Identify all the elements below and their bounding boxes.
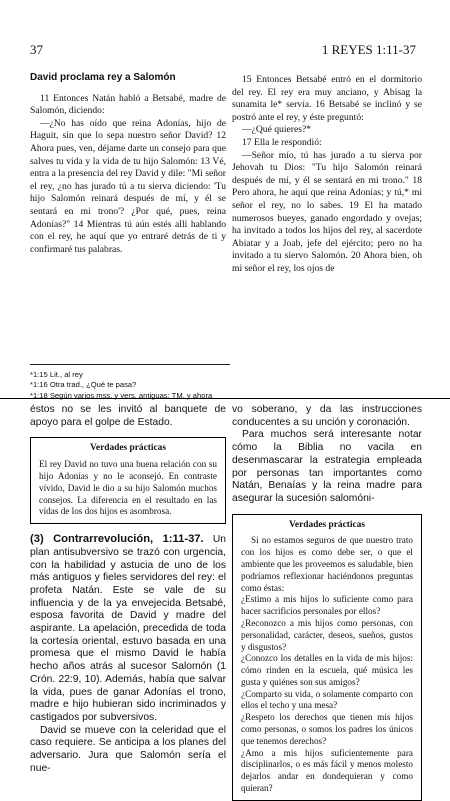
section-heading: David proclama rey a Salomón <box>30 72 176 83</box>
footnote: *1:18 Según varios mss. y vers. antiguas; TM, y ahora <box>30 390 213 400</box>
bible-left-column <box>30 72 226 256</box>
practical-truths-box <box>30 437 226 524</box>
bible-paragraph: 11 Entonces Natán habló a Betsabé, madre de Salomón, diciendo: <box>30 92 226 117</box>
box-question: ¿Conozco los detalles en la vida de mis hijos: cómo rinden en la escuela, qué música les gusta y quiénes son sus amigos? <box>241 653 413 687</box>
commentary-paragraph: David se mueve con la celeridad que el caso requiere. Se anticipa a los planes del adversario. Jura que Salomón sería el nue- <box>30 724 226 774</box>
bible-paragraph: 17 Ella le respondió: <box>242 136 322 148</box>
bible-paragraph: —Señor mío, tú has jurado a tu sierva por Jehovah tu Dios: "Tu hijo Salomón reinará después de mí, y él se sentará en mi trono." 18 Pero ahora, he aquí que reina Adonías; y tú,* mi señor el rey, no lo sabes. 19 El ha matado numerosos bueyes, ganado engordado y ovejas; ha invitado a todos los hijos del rey, al sacerdote Abiatar y a Joab, jefe del ejército; pero no ha invitado a tu siervo Salomón. 20 Ahora bien, oh mi señor el rey, los ojos de <box>232 149 422 274</box>
footnote: *1:16 Otra trad., ¿Qué te pasa? <box>30 380 137 390</box>
commentary-paragraph: Un plan antisubversivo se trazó con urgencia, con la habilidad y astucia de uno de los más antiguos y fieles servidores del rey: el profeta Natán. Este se vale de su influencia y de la ya envejecida Betsabé, esposa favorita de David y madre del aspirante. La apelación, precedida de toda la cortesía oriental, estuvo basada en una promesa que el mismo David le había hecho años atrás al sucesor Salomón (1 Crón. 22:9, 10). Además, había que salvar la vida, pues de ganar Adonías el trono, madre e hijo hubieran sido incriminados y castigados por subversivos. <box>30 534 226 723</box>
commentary-left-column <box>30 404 226 775</box>
running-head: 1 REYES 1:11-37 <box>321 42 416 57</box>
footnote: *1:15 Lit., al rey <box>30 370 83 379</box>
box-intro: Si no estamos seguros de que nuestro trato con los hijos es como debe ser, o que el ambiente que les proveemos es saludable, bien podríamos reflexionar haciéndonos preguntas como éstas: <box>241 535 413 593</box>
bible-paragraph: —¿No has oído que reina Adonías, hijo de Haguit, sin que lo sepa nuestro señor David? 12 Ahora pues, ven, déjame darte un consejo para que salves tu vida y la vida de tu hijo Salomón: 13 Vé, entra a la presencia del rey David y dile: "Mi señor el rey, ¿no has jurado tú a tu sierva diciendo: 'Tu hijo Salomón reinará después de mí, y él se sentará en mi trono'? ¿Por qué, pues, reina Adonías?" 14 Mientras tú aún estés allí hablando con el rey, he aquí que yo entraré detrás de ti y confirmaré tus palabras. <box>30 117 226 255</box>
box-question: ¿Reconozco a mis hijos como personas, con personalidad, carácter, deseos, sueños, gustos y disgustos? <box>241 617 413 652</box>
box-question: ¿Comparto su vida, o solamente comparto con ellos el techo y una mesa? <box>241 688 413 711</box>
commentary-paragraph: vo soberano, y da las instrucciones conducentes a su unción y coronación. <box>232 404 422 428</box>
practical-truths-box <box>232 514 422 801</box>
box-question: ¿Respeto los derechos que tienen mis hijos como personas, o somos los padres los únicos que tenemos derechos? <box>241 712 413 746</box>
box-title: Verdades prácticas <box>90 443 166 454</box>
commentary-paragraph: Para muchos será interesante notar cómo la Biblia no vacila en desenmascarar la estrategia empleada por personas tan importantes como Natán, Benaías y la reina madre para asegurar la sucesión salomóni- <box>232 429 422 504</box>
page-number: 37 <box>30 42 43 57</box>
box-question: ¿Amo a mis hijos suficientemente para disciplinarlos, o es más fácil y menos molesto dejarlos andar en dondequieran y como quieran? <box>241 747 413 794</box>
box-text: El rey David no tuvo una buena relación con su hijo Adonías y no le aconsejó. En contraste vívido, David le dio a su hijo Salomón muchos consejos. La diferencia en el resultado en las vidas de los dos hijos es asombrosa. <box>39 459 217 517</box>
commentary-right-column <box>232 404 422 801</box>
box-text <box>241 535 413 795</box>
bible-right-column <box>232 74 422 276</box>
page-divider <box>0 398 450 399</box>
commentary-subheading: (3) Contrarrevolución, 1:11-37. <box>30 533 204 546</box>
footnotes <box>30 370 212 401</box>
box-title: Verdades prácticas <box>289 519 365 530</box>
box-question: ¿Estimo a mis hijos lo suficiente como para hacer sacrificios personales por ellos? <box>241 594 413 617</box>
bible-paragraph: —¿Qué quieres?* <box>242 124 311 136</box>
commentary-paragraph: éstos no se les invitó al banquete de apoyo para el golpe de Estado. <box>30 404 226 428</box>
bible-paragraph: 15 Entonces Betsabé entró en el dormitorio del rey. El rey era muy anciano, y Abisag la sunamita le* servía. 16 Betsabé se inclinó y se postró ante el rey, y éste preguntó: <box>232 74 422 123</box>
footnote-rule <box>30 364 230 365</box>
